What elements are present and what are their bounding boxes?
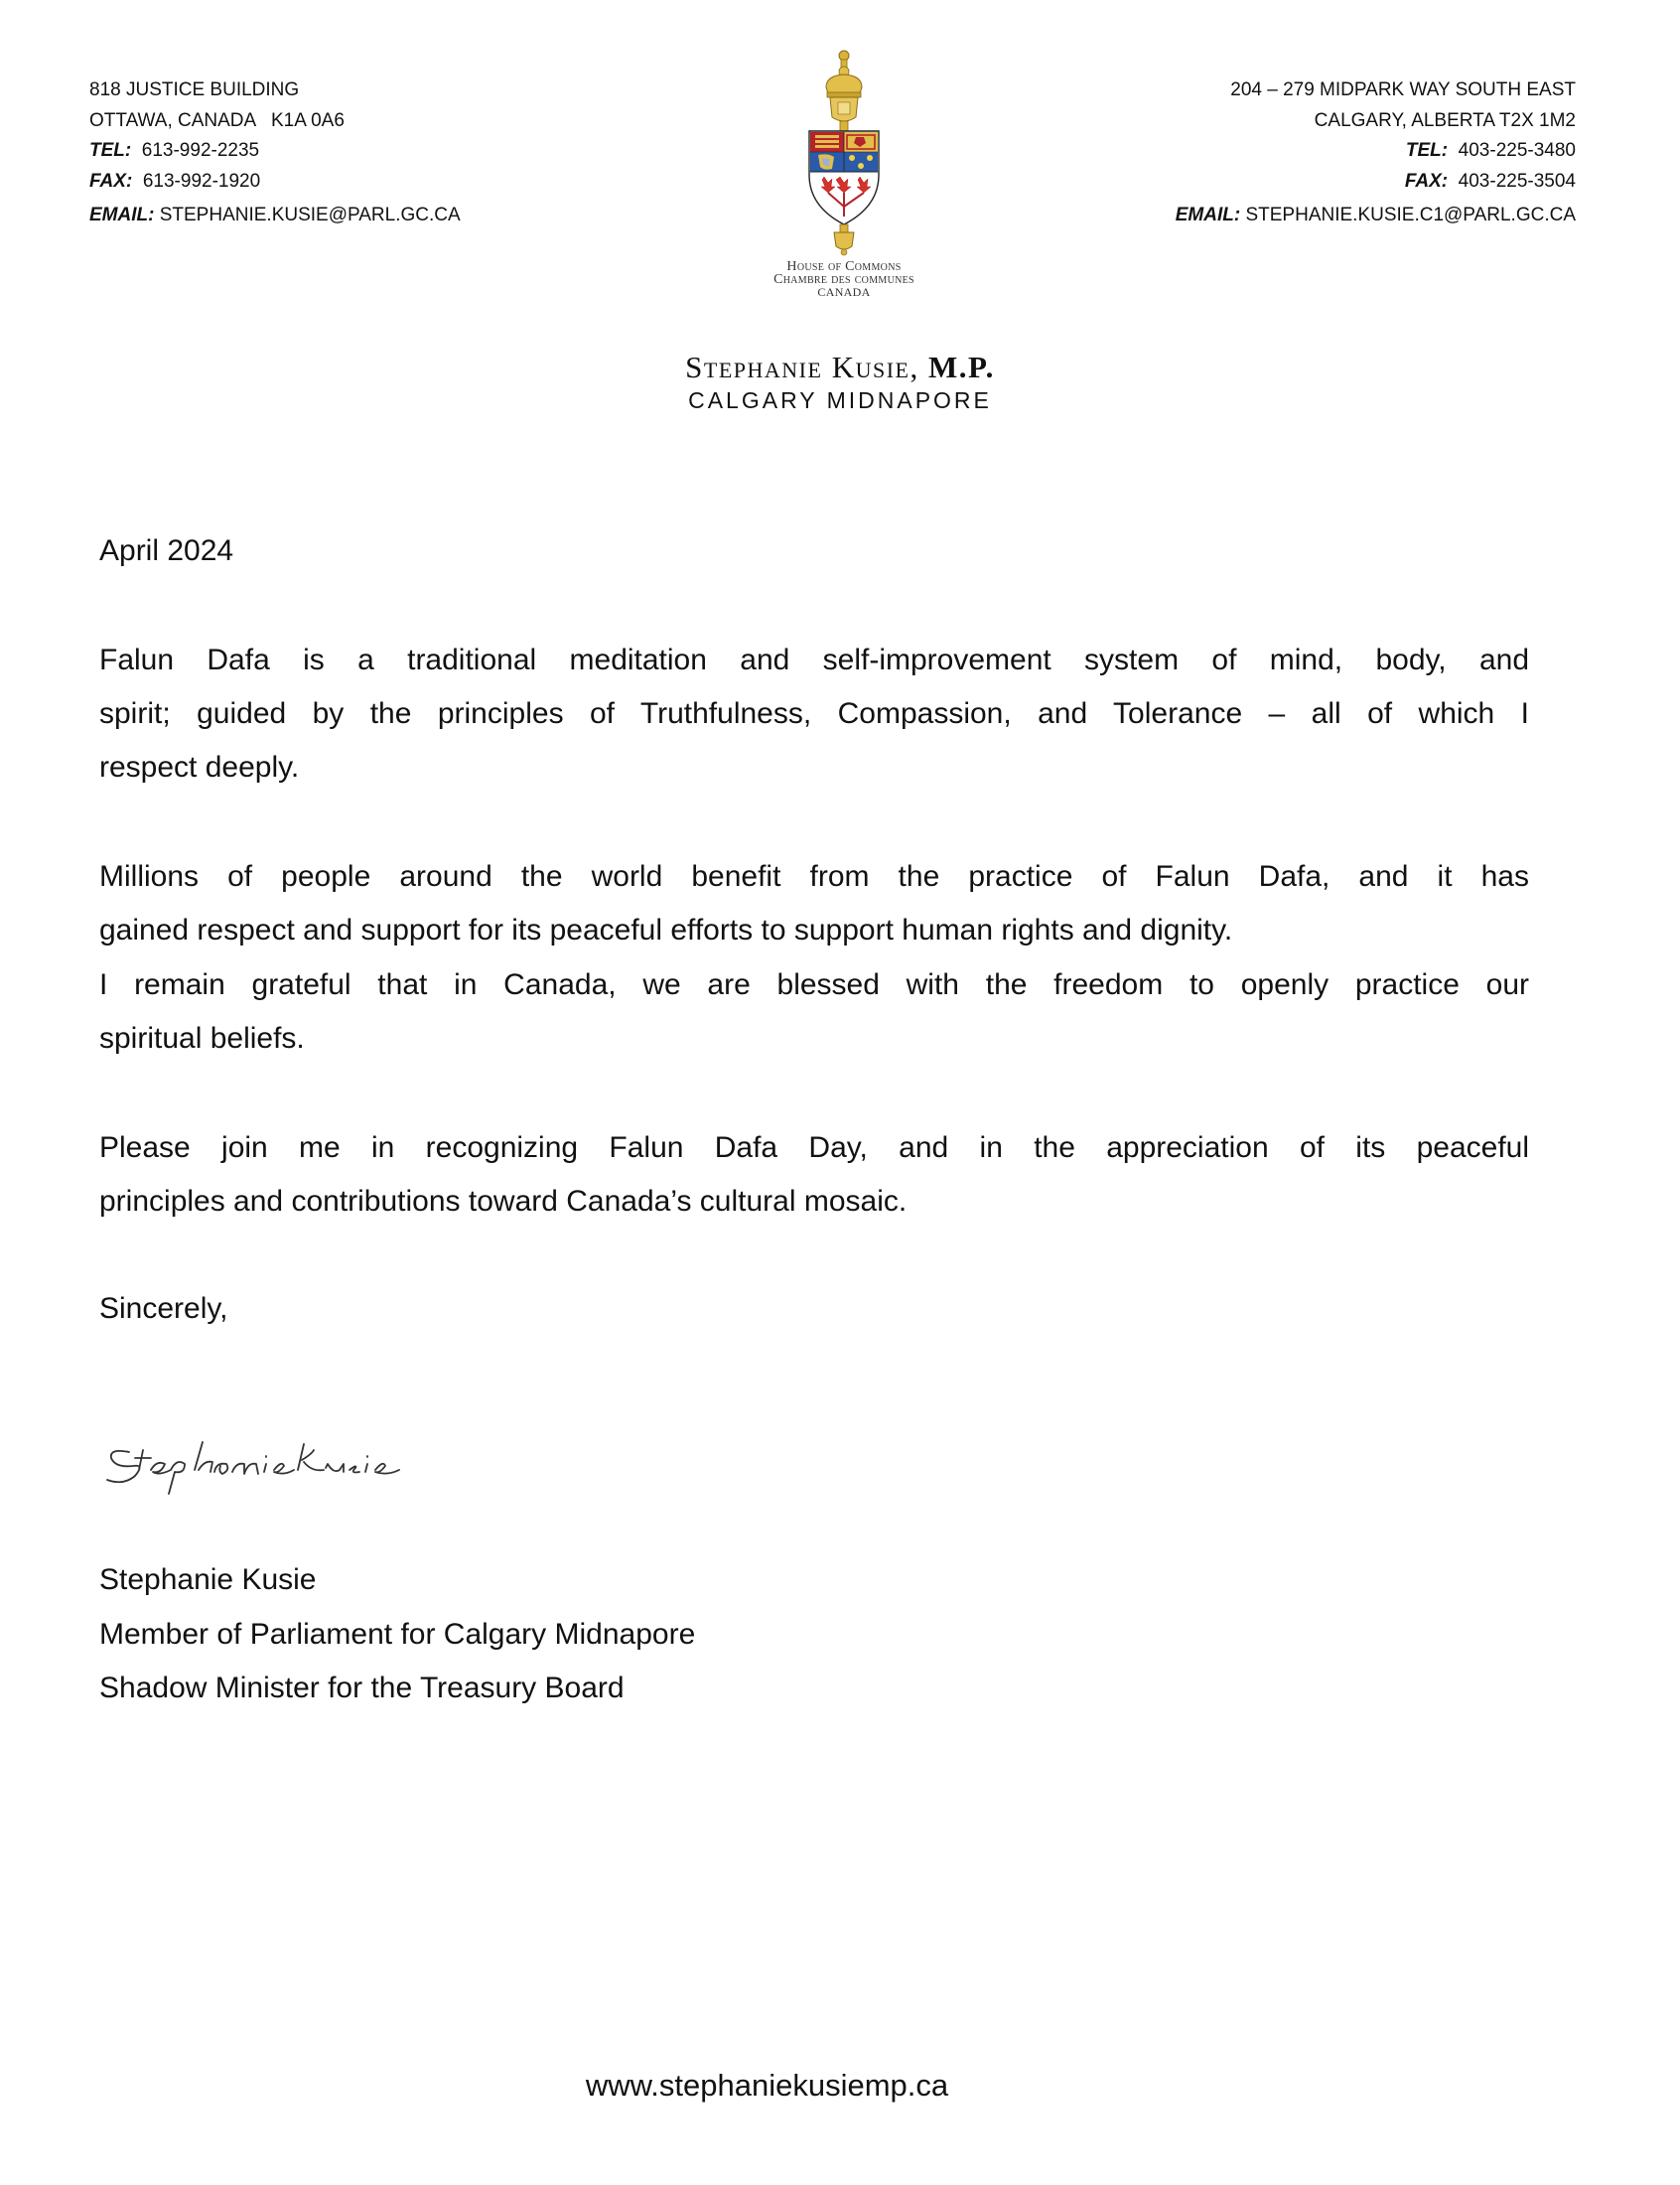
paragraph-1-line: spirit; guided by the principles of Truthfulness, Compassion, and Tolerance – all of which I (99, 697, 1529, 730)
calgary-email (1176, 201, 1576, 231)
calgary-email-value[interactable]: STEPHANIE.KUSIE.C1@PARL.GC.CA (1245, 205, 1576, 225)
mp-last-name: Kusie, (831, 350, 928, 384)
paragraph-2-line: Millions of people around the world benefit from the practice of Falun Dafa, and it has (99, 860, 1529, 893)
mp-name-heading (542, 350, 1138, 385)
letter-date: April 2024 (99, 534, 234, 567)
ottawa-tel-value: 613-992-2235 (141, 140, 260, 161)
tel-label: TEL: (1405, 140, 1449, 161)
paragraph-1-line: respect deeply. (99, 751, 300, 784)
signatory-name: Stephanie Kusie (99, 1563, 317, 1596)
ottawa-email-value[interactable]: STEPHANIE.KUSIE@PARL.GC.CA (159, 205, 461, 225)
paragraph-2 (99, 860, 1529, 1089)
mp-first-name: Stephanie (685, 350, 832, 384)
paragraph-2-line: spiritual beliefs. (99, 1022, 305, 1055)
calgary-fax (1176, 167, 1576, 198)
calgary-address-line1: 204 – 279 MIDPARK WAY SOUTH EAST (1230, 79, 1576, 100)
email-label: EMAIL: (89, 205, 155, 225)
crest-caption (695, 260, 993, 299)
calgary-address-line2: CALGARY, ALBERTA T2X 1M2 (1314, 109, 1576, 131)
paragraph-1 (99, 644, 1529, 812)
fax-label: FAX: (89, 170, 133, 192)
paragraph-2-line: I remain grateful that in Canada, we are blessed with the freedom to openly practice our (99, 968, 1529, 1001)
fax-label: FAX: (1404, 170, 1449, 192)
ottawa-fax (89, 167, 461, 198)
crest-caption-chambre-des-communes: Chambre des communes (773, 272, 914, 287)
paragraph-3 (99, 1131, 1529, 1250)
paragraph-3-line: principles and contributions toward Canada’s cultural mosaic. (99, 1185, 908, 1218)
calgary-fax-value: 403-225-3504 (1458, 170, 1576, 192)
paragraph-1-line: Falun Dafa is a traditional meditation and self-improvement system of mind, body, and (99, 644, 1529, 676)
mp-riding: CALGARY MIDNAPORE (688, 387, 992, 413)
ottawa-address-line2: OTTAWA, CANADA K1A 0A6 (89, 109, 345, 131)
handwritten-signature-icon (99, 1430, 467, 1500)
ottawa-office-address (89, 75, 461, 231)
ottawa-tel (89, 136, 461, 167)
email-label: EMAIL: (1175, 205, 1241, 225)
calgary-office-address (1176, 75, 1576, 231)
ottawa-email (89, 201, 461, 231)
tel-label: TEL: (89, 140, 132, 161)
signatory-title-shadow-minister: Shadow Minister for the Treasury Board (99, 1672, 625, 1704)
signatory-title-mp: Member of Parliament for Calgary Midnapore (99, 1618, 696, 1651)
paragraph-3-line: Please join me in recognizing Falun Dafa Day, and in the appreciation of its peaceful (99, 1131, 1529, 1164)
crest-caption-canada: CANADA (817, 285, 871, 299)
website-link[interactable]: www.stephaniekusiemp.ca (585, 2068, 949, 2103)
calgary-tel (1176, 136, 1576, 167)
ottawa-fax-value: 613-992-1920 (142, 170, 261, 192)
mp-designation: M.P. (927, 350, 995, 384)
crest-caption-house-of-commons: House of Commons (786, 259, 902, 274)
paragraph-2-line: gained respect and support for its peaceful efforts to support human rights and dignity. (99, 914, 1233, 947)
ottawa-address-line1: 818 JUSTICE BUILDING (89, 79, 300, 100)
closing-salutation: Sincerely, (99, 1292, 228, 1325)
calgary-tel-value: 403-225-3480 (1458, 140, 1576, 161)
